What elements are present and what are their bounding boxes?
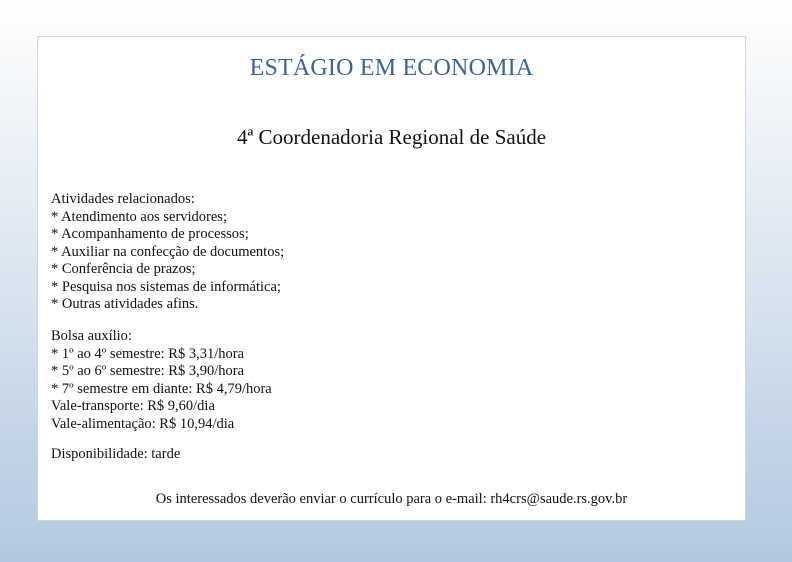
- list-item: * 5º ao 6º semestre: R$ 3,90/hora: [51, 363, 245, 379]
- activities-section: [51, 191, 284, 314]
- bolsa-heading: Bolsa auxílio:: [51, 328, 132, 344]
- list-item: * Outras atividades afins.: [51, 296, 199, 312]
- list-item: * Atendimento aos servidores;: [51, 208, 227, 225]
- list-item: * 7º semestre em diante: R$ 4,79/hora: [51, 380, 272, 397]
- list-item: * Auxiliar na confecção de documentos;: [51, 243, 285, 260]
- page-subtitle: 4ª Coordenadoria Regional de Saúde: [236, 125, 547, 149]
- list-item: * Acompanhamento de processos;: [51, 226, 249, 242]
- contact-text: Os interessados deverão enviar o currículo para o e-mail: rh4crs@saude.rs.gov.br: [155, 491, 628, 507]
- document-page: [37, 36, 746, 521]
- list-item: Vale-alimentação: R$ 10,94/dia: [51, 415, 235, 432]
- list-item: * Conferência de prazos;: [51, 261, 196, 277]
- bolsa-section: [51, 328, 272, 433]
- page-title: ESTÁGIO EM ECONOMIA: [249, 55, 534, 81]
- list-item: Vale-transporte: R$ 9,60/dia: [51, 398, 215, 414]
- list-item: * Pesquisa nos sistemas de informática;: [51, 278, 281, 295]
- activities-heading: Atividades relacionados:: [51, 191, 195, 207]
- availability-text: Disponibilidade: tarde: [51, 446, 181, 462]
- list-item: * 1º ao 4º semestre: R$ 3,31/hora: [51, 345, 245, 362]
